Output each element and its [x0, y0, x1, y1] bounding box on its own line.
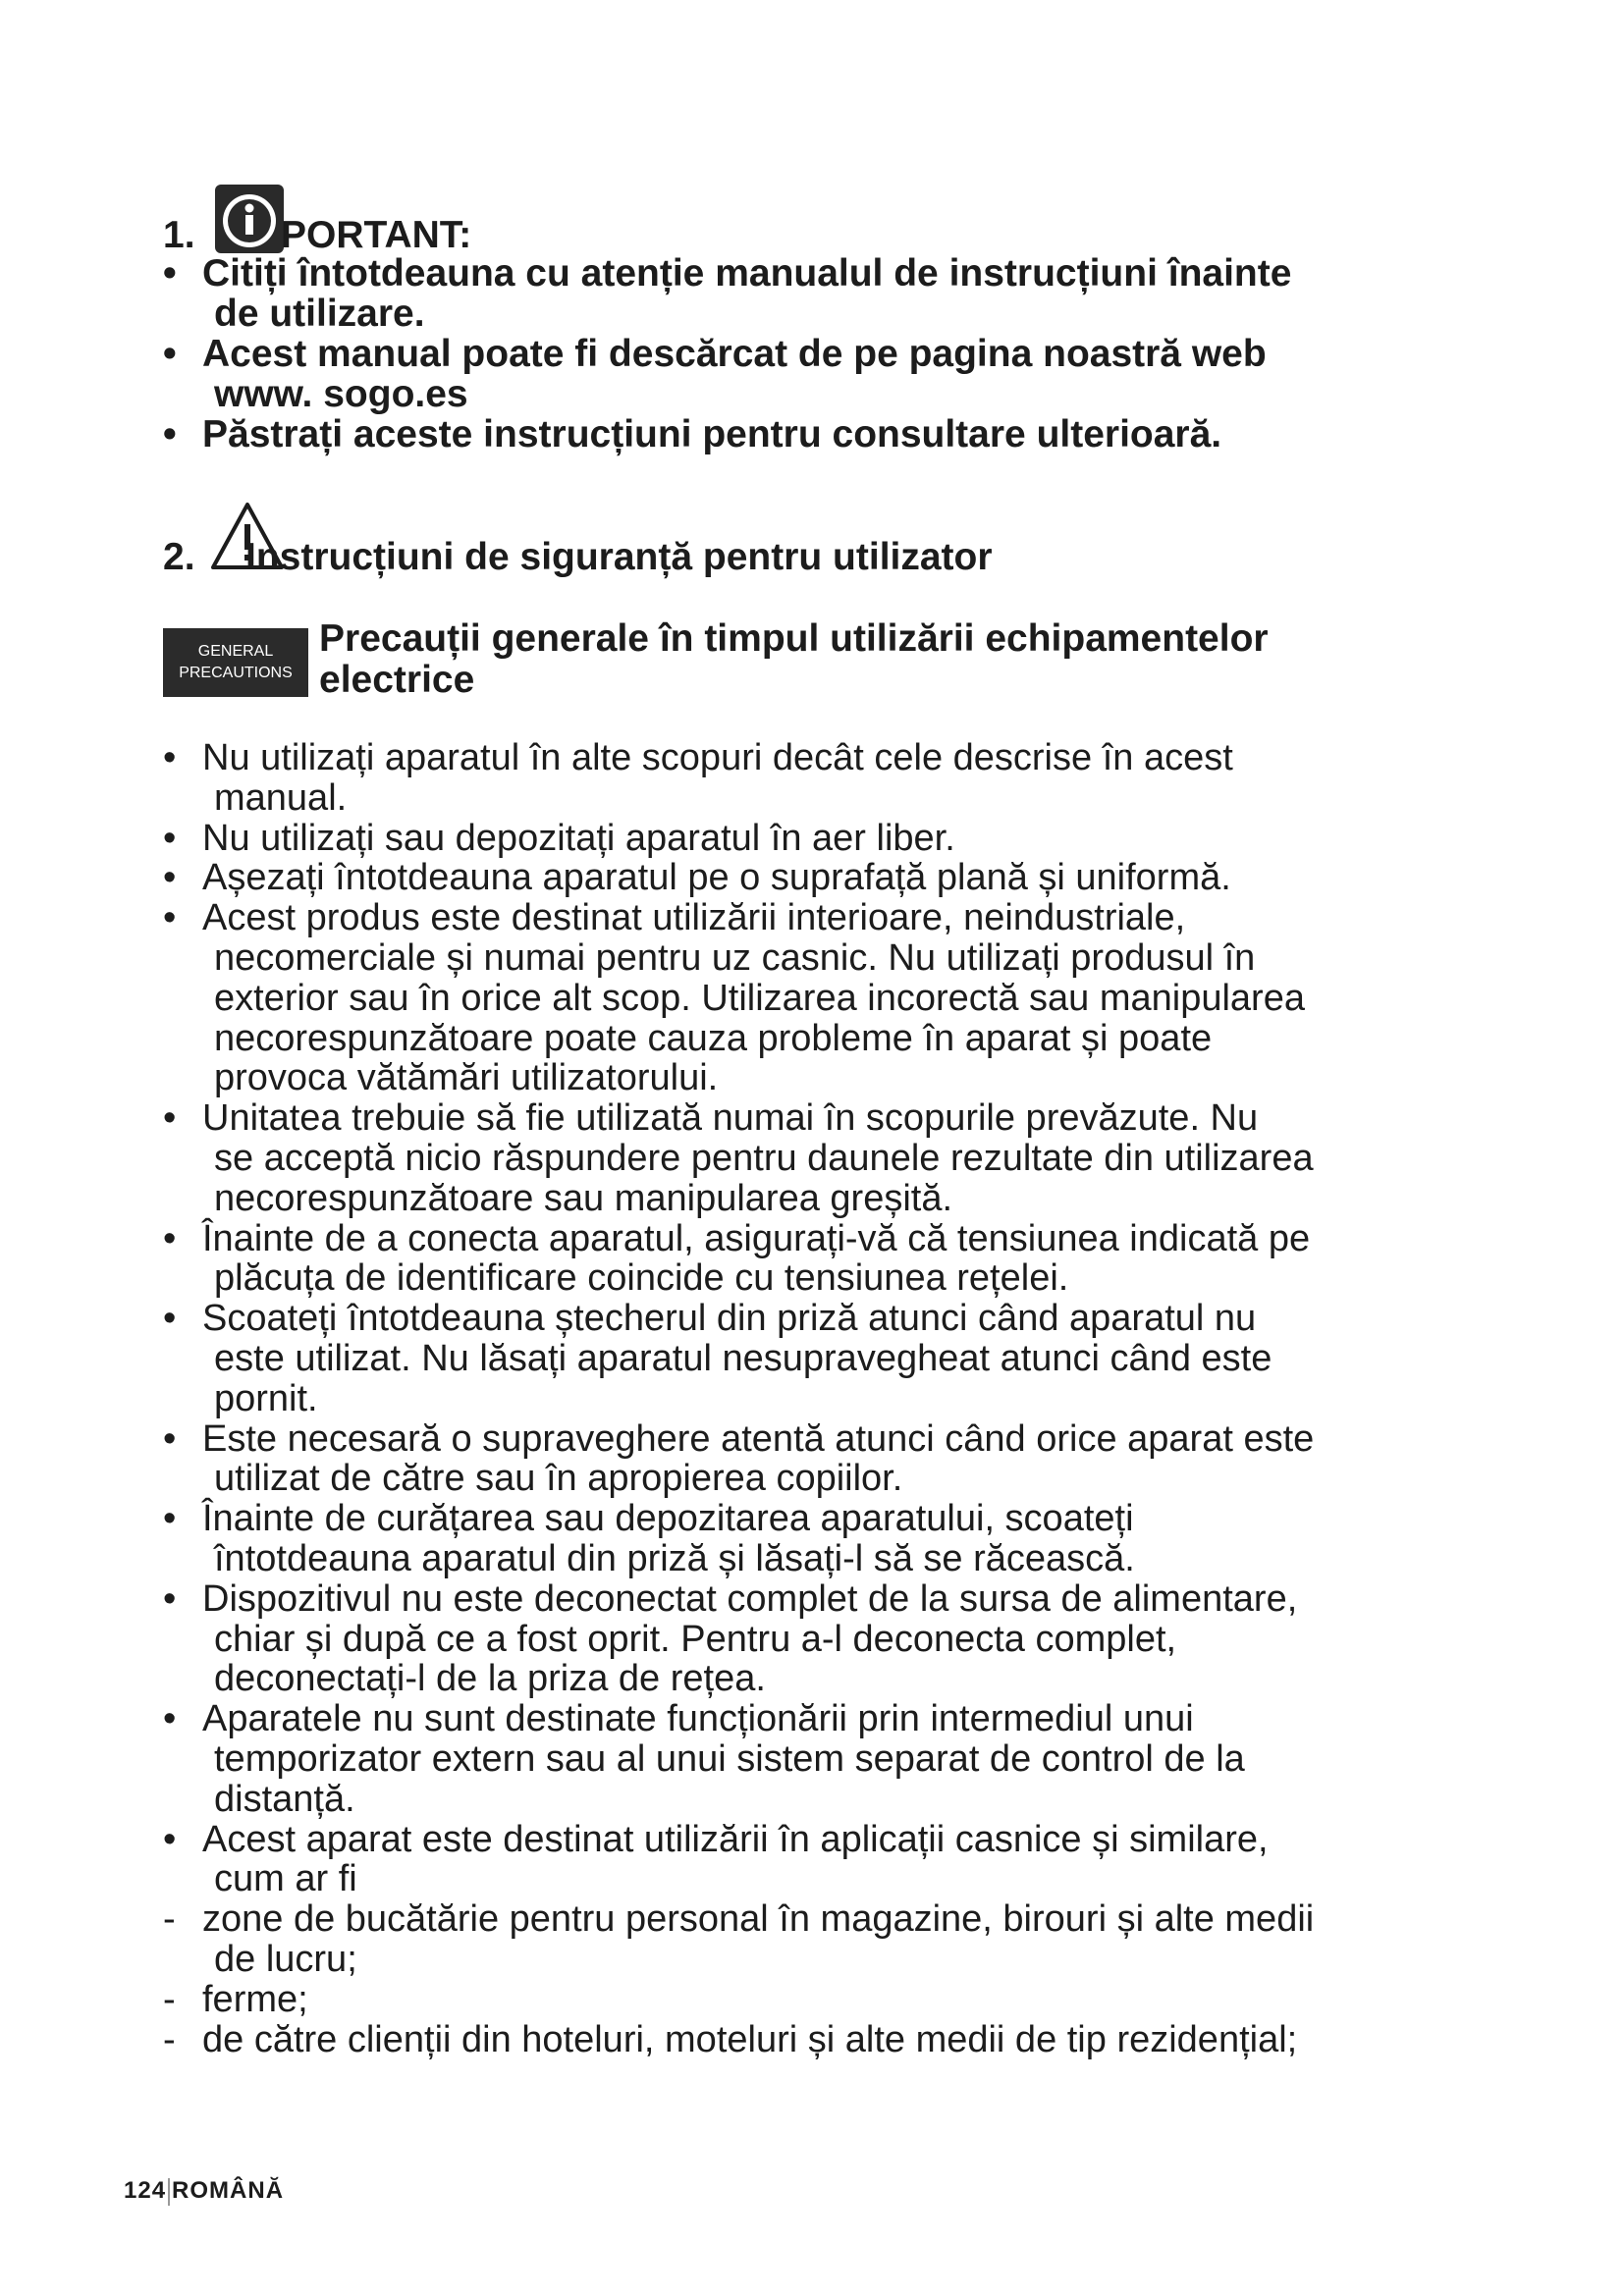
list-item	[163, 1579, 1469, 1699]
list-item	[163, 1499, 1469, 1579]
list-item-line: Unitatea trebuie să fie utilizată numai în scopurile prevăzute. Nu	[202, 1097, 1259, 1140]
page-number: 124	[124, 2177, 167, 2204]
list-item-line: Nu utilizați sau depozitați aparatul în aer liber.	[202, 817, 955, 859]
list-item-line: ferme;	[202, 1978, 308, 2020]
list-item	[163, 898, 1469, 1098]
bullet-marker: •	[163, 1577, 177, 1620]
list-item-line: chiar și după ce a fost oprit. Pentru a-l deconecta complet,	[214, 1618, 1177, 1660]
list-item-line: se acceptă nicio răspundere pentru daunele rezultate din utilizarea	[214, 1137, 1314, 1179]
list-item	[163, 738, 1469, 819]
list-item-line: Acest aparat este destinat utilizării în aplicații casnice și similare,	[202, 1818, 1269, 1860]
list-item: • Păstrați aceste instrucțiuni pentru consultare ulterioară.	[163, 413, 1222, 455]
list-item	[163, 1899, 1469, 1980]
list-item-line: pornit.	[214, 1377, 318, 1419]
list-item-line: Înainte de a conecta aparatul, asigurați-vă că tensiunea indicată pe	[202, 1217, 1311, 1259]
dash-marker: -	[163, 2018, 176, 2060]
list-item	[163, 1419, 1469, 1500]
list-item-line: Scoateți întotdeauna ștecherul din priză atunci când aparatul nu	[202, 1298, 1257, 1340]
bullet-marker: •	[163, 1217, 177, 1259]
list-item-line: este utilizat. Nu lăsați aparatul nesupravegheat atunci când este	[214, 1337, 1272, 1379]
list-item-line: Aparatele nu sunt destinate funcționării prin intermediul unui	[202, 1698, 1194, 1740]
bullet-marker: •	[163, 897, 177, 939]
section-title: Instrucțiuni de siguranță pentru utilizator	[245, 536, 993, 578]
dash-marker: -	[163, 1978, 176, 2020]
bullet-marker: •	[163, 1818, 177, 1860]
list-item-line: Înainte de curățarea sau depozitarea aparatului, scoateți	[202, 1498, 1134, 1540]
list-item-line: Dispozitivul nu este deconectat complet de la sursa de alimentare,	[202, 1577, 1298, 1620]
list-item: • Citiți întotdeauna cu atenție manualul de instrucțiuni înainte de utilizare.	[163, 252, 1292, 335]
list-item-line: provoca vătămări utilizatorului.	[214, 1057, 719, 1099]
website-link[interactable]: www. sogo.es	[214, 373, 468, 415]
list-item-line: utilizat de către sau în apropierea copiilor.	[214, 1458, 903, 1500]
list-item-line: plăcuța de identificare coincide cu tensiunea rețelei.	[214, 1257, 1069, 1300]
list-item-line: Acest produs este destinat utilizării interioare, neindustriale,	[202, 897, 1186, 939]
list-item	[163, 858, 1469, 898]
list-item-line: exterior sau în orice alt scop. Utilizarea incorectă sau manipularea	[214, 977, 1305, 1019]
list-item-line: necorespunzătoare sau manipularea greșită.	[214, 1177, 953, 1219]
bullet-marker: •	[163, 817, 177, 859]
list-item	[163, 1219, 1469, 1300]
list-item-line: de lucru;	[214, 1938, 357, 1980]
footer-separator	[168, 2178, 170, 2206]
list-item-line: distanță.	[214, 1778, 355, 1820]
page-footer	[124, 2177, 284, 2206]
list-item-line: Este necesară o supraveghere atentă atunci când orice aparat este	[202, 1417, 1315, 1460]
bullet-marker: •	[163, 857, 177, 899]
section-number: 1.	[163, 214, 195, 256]
list-item: • Acest manual poate fi descărcat de pe pagina noastră web www. sogo.es	[163, 334, 1538, 414]
footer-language: ROMÂNĂ	[172, 2177, 285, 2204]
list-item-line: întotdeauna aparatul din priză și lăsați-l să se răcească.	[214, 1537, 1135, 1579]
bullet-marker: •	[163, 1698, 177, 1740]
section-title: PORTANT:	[281, 214, 472, 256]
list-item-line: necorespunzătoare poate cauza probleme în aparat și poate	[214, 1017, 1213, 1059]
list-item-line: cum ar fi	[214, 1858, 357, 1900]
safety-instructions-list	[163, 738, 1469, 2059]
list-item	[163, 1098, 1469, 1218]
list-item	[163, 1699, 1469, 1819]
list-item-line: Așezați întotdeauna aparatul pe o suprafață plană și uniformă.	[202, 857, 1231, 899]
dash-marker: -	[163, 1898, 176, 1941]
list-item	[163, 1299, 1469, 1418]
section-number: 2.	[163, 536, 195, 578]
bullet-marker: •	[163, 1097, 177, 1140]
list-item	[163, 1980, 1469, 2020]
list-item-line: manual.	[214, 776, 348, 819]
bullet-marker: •	[163, 1417, 177, 1460]
list-item	[163, 1820, 1469, 1900]
subsection-title: Precauții generale în timpul utilizării echipamentelor electrice	[319, 617, 1269, 701]
list-item	[163, 2020, 1469, 2060]
list-item-line: necomerciale și numai pentru uz casnic. Nu utilizați produsul în	[214, 936, 1256, 979]
bullet-marker: •	[163, 1498, 177, 1540]
list-item-line: Nu utilizați aparatul în alte scopuri decât cele descrise în acest	[202, 737, 1233, 778]
important-list	[163, 253, 1538, 454]
general-precautions-badge: GENERAL PRECAUTIONS	[163, 628, 308, 697]
list-item-line: temporizator extern sau al unui sistem separat de control de la	[214, 1737, 1245, 1780]
info-icon	[214, 184, 285, 254]
bullet-marker: •	[163, 1298, 177, 1340]
list-item-line: zone de bucătărie pentru personal în magazine, birouri și alte medii	[202, 1898, 1315, 1941]
bullet-marker: •	[163, 737, 177, 778]
list-item-line: deconectați-l de la priza de rețea.	[214, 1658, 766, 1700]
list-item	[163, 819, 1469, 859]
list-item-line: de către clienții din hoteluri, moteluri și alte medii de tip rezidențial;	[202, 2018, 1298, 2060]
